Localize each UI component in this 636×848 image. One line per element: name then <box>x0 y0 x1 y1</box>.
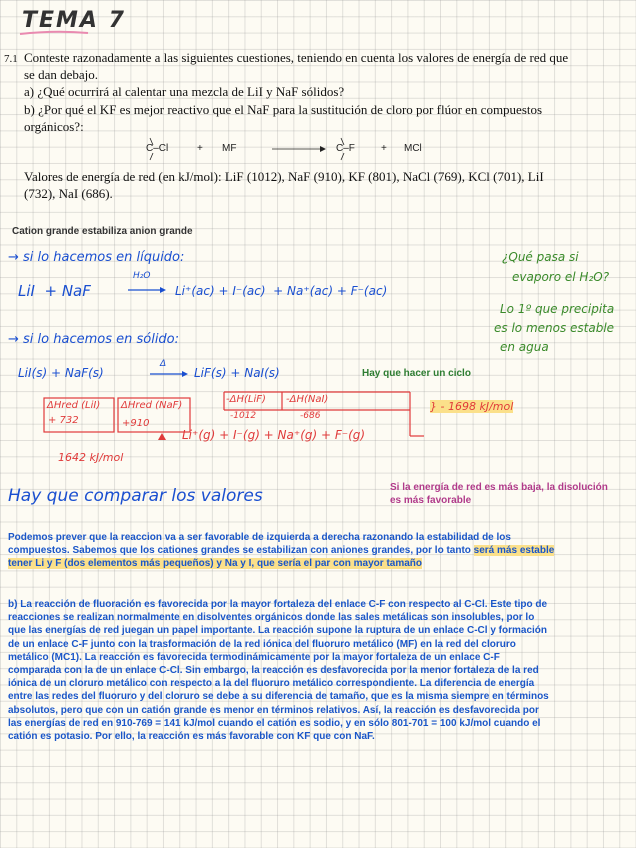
answer-a-line2 <box>8 544 632 557</box>
question-intro-1: Conteste razonadamente a las siguientes cuestiones, teniendo en cuenta los valores de energía de red que <box>24 50 569 65</box>
green-answer-3: en agua <box>500 340 549 354</box>
liquid-rhs: Li⁺(ac) + I⁻(ac) + Na⁺(ac) + F⁻(ac) <box>175 284 388 298</box>
solid-title: → si lo hacemos en sólido: <box>8 332 180 347</box>
cycle-box1-bot: + 732 <box>48 415 79 426</box>
answer-b-line: iónica de un cloruro metálico con respecto a la del fluoruro metálico correspondiente. La diferencia de energía <box>8 678 535 690</box>
cycle-sum: 1642 kJ/mol <box>58 451 124 464</box>
answer-a-line2-text: compuestos. Sabemos que los cationes grandes se estabilizan con aniones grandes, por lo tanto <box>8 545 474 556</box>
question-a: a) ¿Qué ocurrirá al calentar una mezcla de LiI y NaF sólidos? <box>24 84 345 99</box>
plus-1: + <box>197 143 203 154</box>
pink-note-2: es más favorable <box>390 495 472 506</box>
lattice-values-2: (732), NaI (686). <box>24 186 113 201</box>
liquid-lhs: LiI + NaF <box>18 282 91 300</box>
answer-a-highlight-2: tener Li y F (dos elementos más pequeños) y Na y I, que sería el par con mayor tamaño <box>8 558 423 569</box>
answer-b-line: de un enlace C-F junto con la trasformación de la red iónica del fluoruro metálico (MF) en la red del cloruro <box>8 638 516 650</box>
product-label: C–F <box>336 143 355 154</box>
solid-lhs: LiI(s) + NaF(s) <box>18 366 104 380</box>
answer-a-line1: Podemos prever que la reaccion va a ser favorable de izquierda a derecha razonando la estabilidad de los <box>8 532 511 543</box>
liquid-title: → si lo hacemos en líquido: <box>8 250 185 265</box>
cycle-box2-top: ΔHred (NaF) <box>121 400 183 411</box>
question-b-1: b) ¿Por qué el KF es mejor reactivo que el NaF para la sustitución de cloro por flúor en compuestos <box>24 102 543 117</box>
page-title: TEMA 7 <box>22 8 126 33</box>
green-question-2: evaporo el H₂O? <box>512 270 610 284</box>
cycle-box4-top: -ΔH(NaI) <box>286 394 329 405</box>
answer-a-highlight-1: será más estable <box>473 545 555 556</box>
pink-note-1: Si la energía de red es más baja, la disolución <box>390 482 608 493</box>
reactant-label: C–Cl <box>146 143 169 154</box>
answer-b-line: que las energías de red juegan un papel importante. La reacción supone la ruptura de un enlace C-Cl y formación <box>8 625 548 637</box>
answer-b-line: catión es potasio. Por ello, la reacción es más favorable con KF que con NaF. <box>8 731 375 743</box>
solid-arrow-label: Δ <box>160 359 167 369</box>
answer-b-line: comparada con la de un enlace C-Cl. Sin embargo, la reacción es desfavorecida por la menor fortaleza de la red <box>8 665 539 677</box>
lattice-values-1: Valores de energía de red (en kJ/mol): LiF (1012), NaF (910), KF (801), NaCl (769), KCl (701), LiI <box>24 169 544 184</box>
green-answer-1: Lo 1º que precipita <box>500 302 615 316</box>
answer-b-line: b) La reacción de fluoración es favorecida por la mayor fortaleza del enlace C-F con respecto al C-Cl. Este tipo de <box>8 599 548 610</box>
cation-note: Cation grande estabiliza anion grande <box>12 226 193 237</box>
cycle-note: Hay que hacer un ciclo <box>362 368 471 379</box>
cycle-box4-bot: -686 <box>300 411 321 421</box>
liquid-arrow-label: H₂O <box>133 271 151 281</box>
answer-a-line3 <box>8 557 632 570</box>
question-b-2: orgánicos?: <box>24 119 84 134</box>
plus-2: + <box>381 143 387 154</box>
cycle-box2-bot: +910 <box>122 418 150 429</box>
cycle-ions: Li⁺(g) + I⁻(g) + Na⁺(g) + F⁻(g) <box>182 428 366 442</box>
answer-b-line: absolutos, pero que con un catión grande es menor en términos relativos. Así, la reacción es desfavorecida por <box>8 704 539 716</box>
question-number: 7.1 <box>4 53 18 65</box>
cycle-result-text: } - 1698 kJ/mol <box>430 400 514 413</box>
compare-note: Hay que comparar los valores <box>8 486 263 506</box>
solid-rhs: LiF(s) + NaI(s) <box>194 366 280 380</box>
question-intro-2: se dan debajo. <box>24 67 99 82</box>
cycle-box1-top: ΔHred (LiI) <box>47 400 101 411</box>
cycle-box3-bot: -1012 <box>230 411 257 421</box>
answer-b-line: metálico (MC1). La reacción es favorecida termodinámicamente por la mayor fortaleza de un enlace C-F <box>8 651 500 663</box>
answer-b <box>8 598 632 743</box>
answer-b-line: reacciones se realizan normalmente en disolventes orgánicos donde las sales metálicas son insolubles, por lo <box>8 612 535 624</box>
answer-b-line: entre las redes del fluoruro y del cloruro se debe a su diferencia de tamaño, que es la misma siempre en términos <box>8 691 549 703</box>
green-question-1: ¿Qué pasa si <box>502 250 579 264</box>
green-answer-2: es lo menos estable <box>494 321 615 335</box>
answer-a <box>8 531 632 570</box>
reagent-label: MF <box>222 143 237 154</box>
byproduct-label: MCl <box>404 143 422 154</box>
cycle-result <box>430 400 513 413</box>
cycle-box3-top: -ΔH(LiF) <box>226 394 266 405</box>
answer-b-line: las energías de red en 910-769 = 141 kJ/mol cuando el catión es sodio, y en sólo 801-701 = 100 kJ/mol cuando el <box>8 717 541 729</box>
